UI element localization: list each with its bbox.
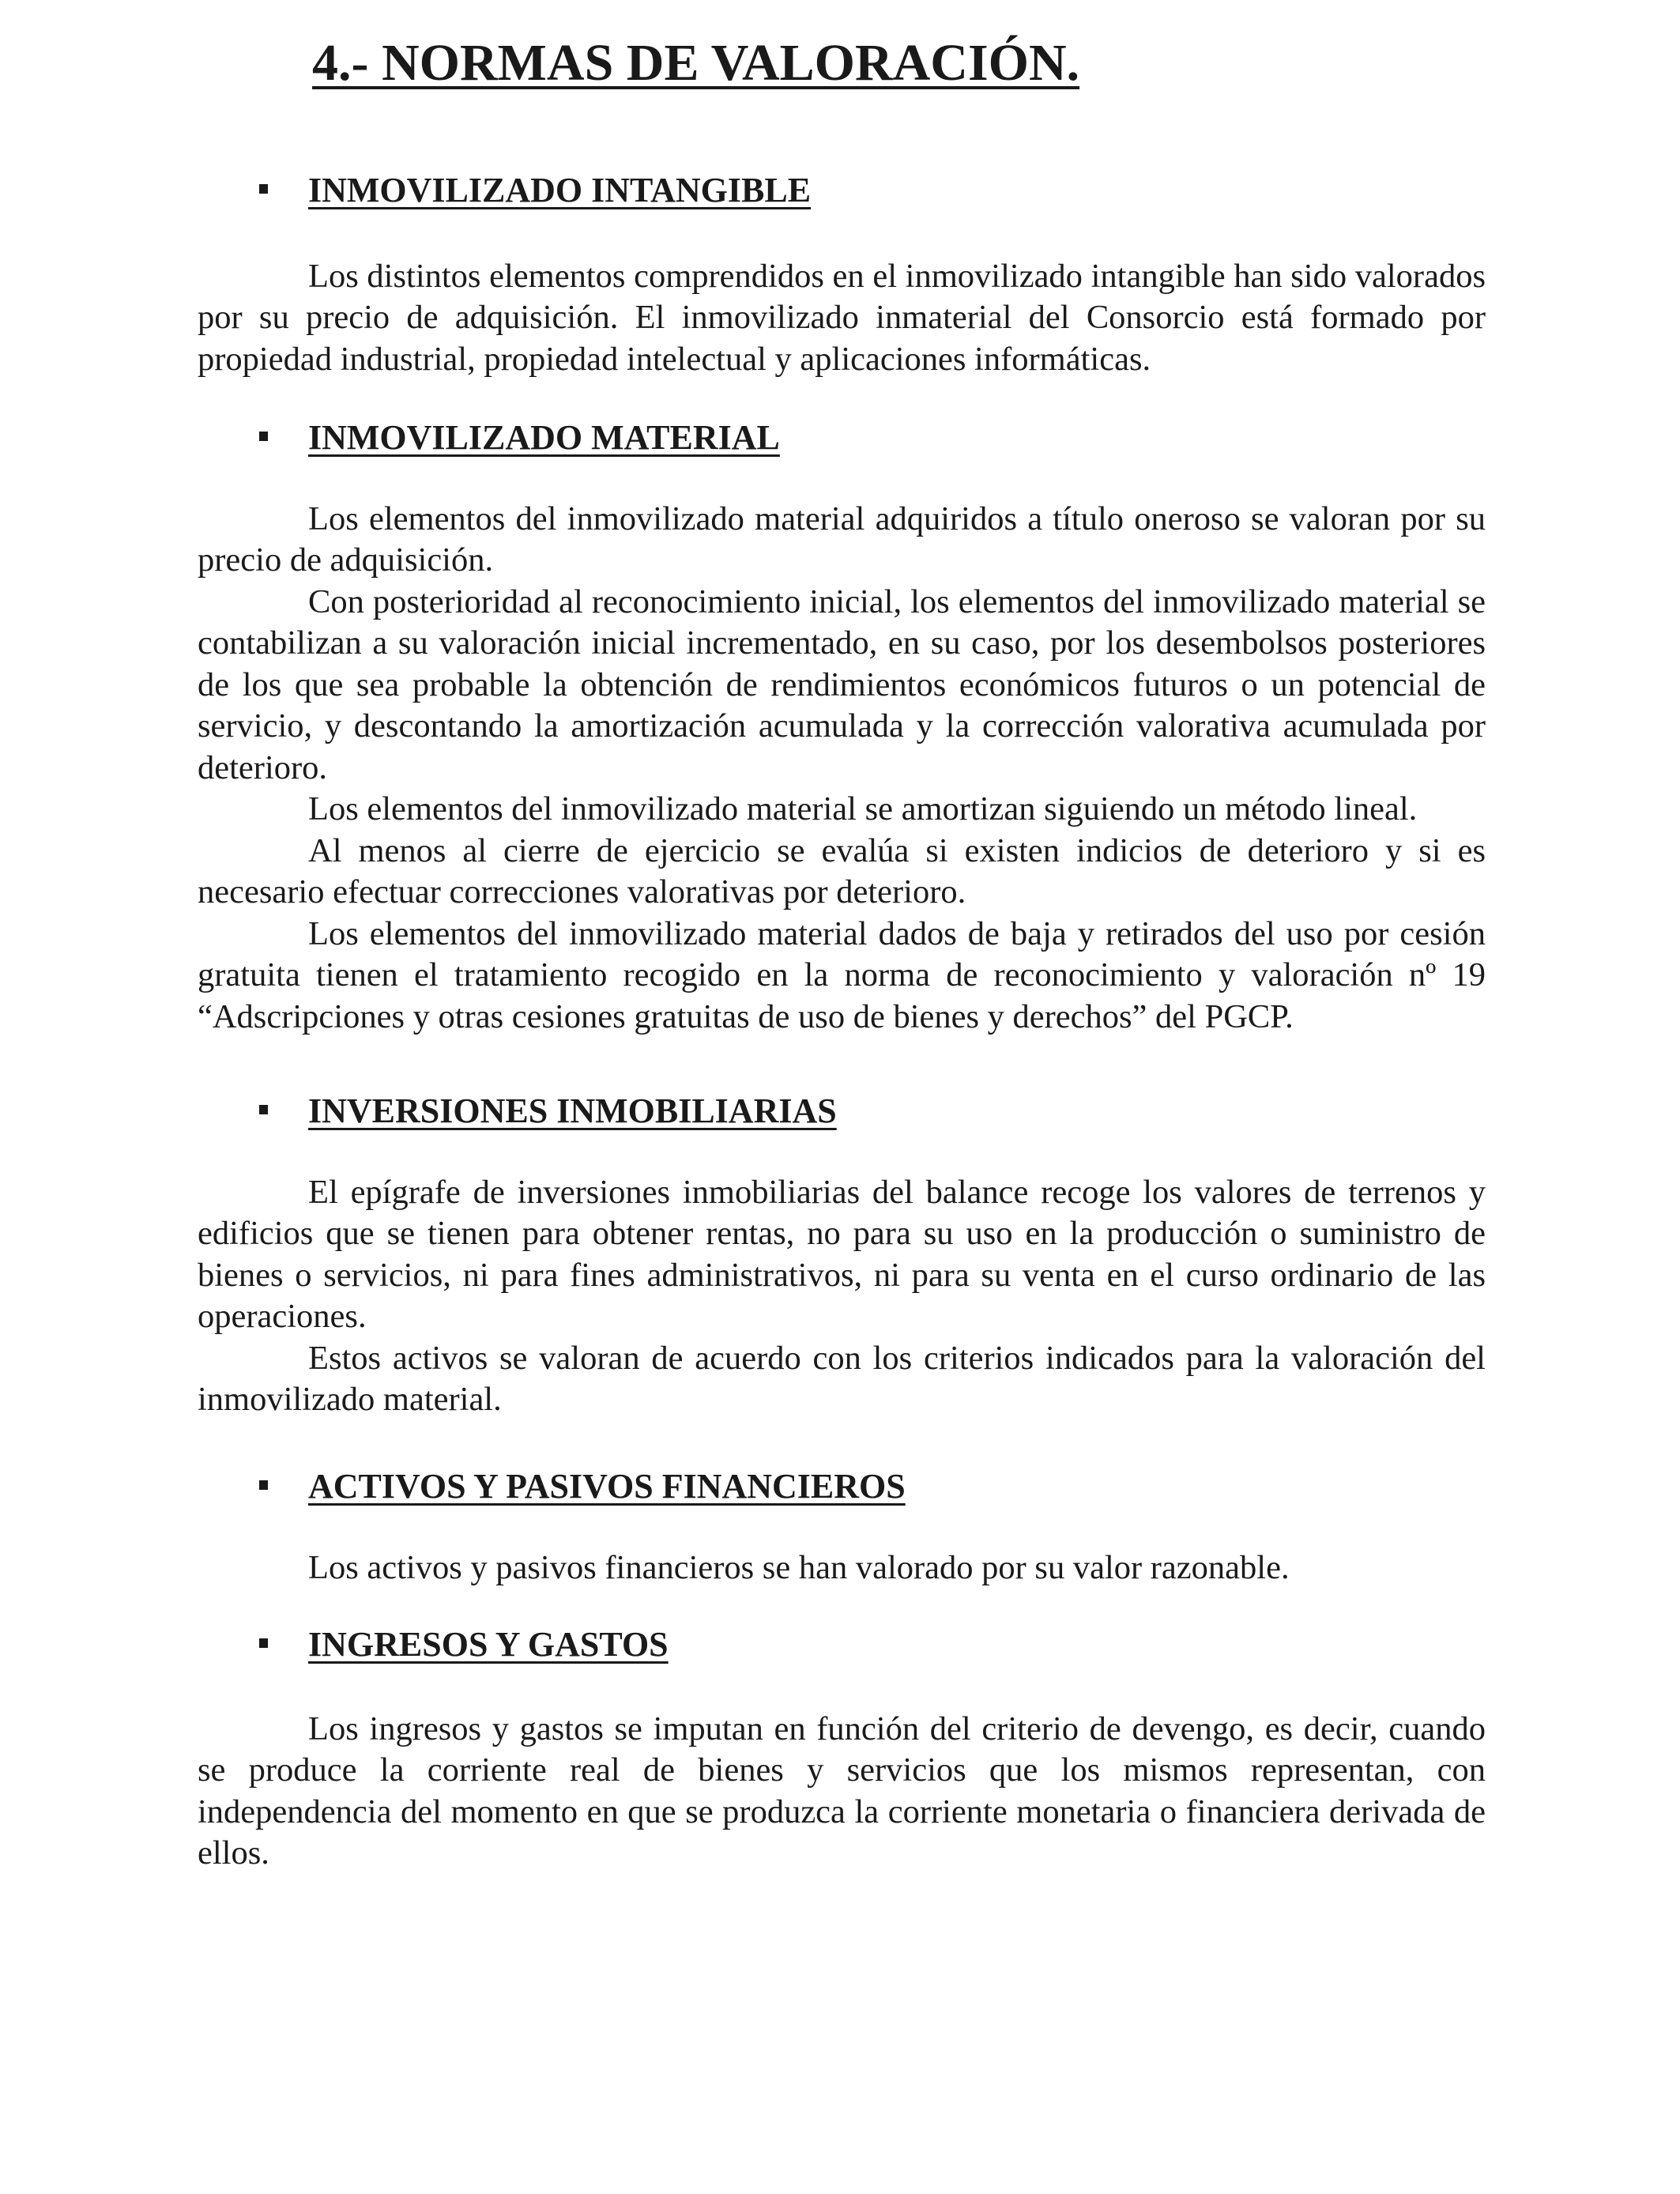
section-heading — [198, 170, 1486, 212]
bullet-icon — [259, 432, 268, 441]
section-ingresos-gastos — [198, 1624, 1486, 1875]
bullet-icon — [259, 1105, 268, 1114]
bullet-icon — [259, 1480, 268, 1490]
paragraph: Los elementos del inmovilizado material dados de baja y retirados del uso por cesión gratuita tienen el tratamiento recogido en la norma de reconocimiento y valoración nº 19 “Adscripciones y otras cesiones gratuitas de uso de bienes y derechos” del PGCP. — [198, 914, 1486, 1035]
section-heading — [198, 1466, 1486, 1508]
section-inversiones-inmobiliarias — [198, 1091, 1486, 1421]
paragraph: Con posterioridad al reconocimiento inicial, los elementos del inmovilizado material se contabilizan a su valoración inicial incrementado, en su caso, por los desembolsos posteriores de los que sea probable la obtención de rendimientos económicos futuros o un potencial de servicio, y descontando la amortización acumulada y la corrección valorativa acumulada por deterioro. — [198, 582, 1486, 786]
bullet-icon — [259, 1638, 268, 1648]
section-heading — [198, 417, 1486, 459]
section-inmovilizado-material — [198, 417, 1486, 1038]
bullet-icon — [259, 184, 268, 194]
section-heading-text: INMOVILIZADO MATERIAL — [308, 418, 780, 457]
section-heading — [198, 1091, 1486, 1133]
paragraph: Los elementos del inmovilizado material se amortizan siguiendo un método lineal. — [308, 790, 1418, 828]
section-heading-text: ACTIVOS Y PASIVOS FINANCIEROS — [308, 1467, 906, 1506]
section-heading-text: INGRESOS Y GASTOS — [308, 1625, 669, 1664]
page-title: 4.- NORMAS DE VALORACIÓN. — [312, 34, 1080, 92]
paragraph: Los activos y pasivos financieros se han valorado por su valor razonable. — [308, 1548, 1290, 1586]
paragraph: Los elementos del inmovilizado material adquiridos a título oneroso se valoran por su precio de adquisición. — [198, 499, 1486, 579]
section-heading — [198, 1624, 1486, 1666]
paragraph: Al menos al cierre de ejercicio se evalúa si existen indicios de deterioro y si es necesario efectuar correcciones valorativas por deterioro. — [198, 831, 1486, 911]
paragraph: Estos activos se valoran de acuerdo con los criterios indicados para la valoración del inmovilizado material. — [198, 1339, 1486, 1419]
section-inmovilizado-intangible — [198, 170, 1486, 380]
section-heading-text: INMOVILIZADO INTANGIBLE — [308, 171, 812, 209]
section-activos-pasivos-financieros — [198, 1466, 1486, 1589]
section-heading-text: INVERSIONES INMOBILIARIAS — [308, 1091, 837, 1130]
paragraph: Los distintos elementos comprendidos en el inmovilizado intangible han sido valorados por su precio de adquisición. El inmovilizado inmaterial del Consorcio está formado por propiedad industrial, propiedad intelectual y aplicaciones informáticas. — [198, 257, 1486, 378]
paragraph: El epígrafe de inversiones inmobiliarias del balance recoge los valores de terrenos y edificios que se tienen para obtener rentas, no para su uso en la producción o suministro de bienes o servicios, ni para fines administrativos, ni para su venta en el curso ordinario de las operaciones. — [198, 1173, 1486, 1336]
paragraph: Los ingresos y gastos se imputan en función del criterio de devengo, es decir, cuando se produce la corriente real de bienes y servicios que los mismos representan, con independencia del momento en que se produzca la corriente monetaria o financiera derivada de ellos. — [198, 1710, 1486, 1872]
